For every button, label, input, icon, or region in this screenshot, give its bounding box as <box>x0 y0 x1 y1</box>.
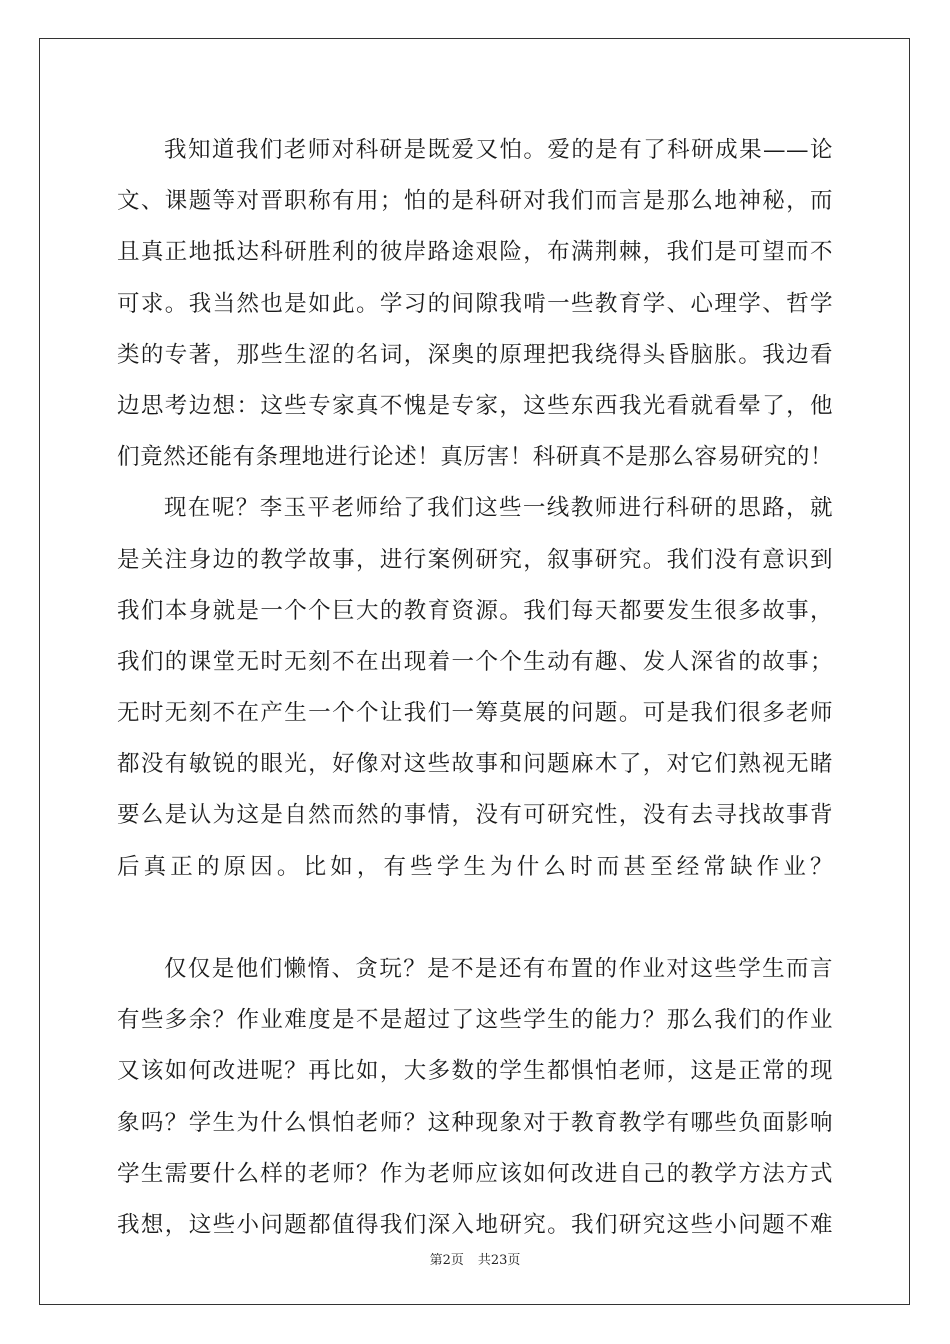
text-line: 又该如何改进呢？再比如，大多数的学生都惧怕老师，这是正常的现 <box>117 1058 833 1085</box>
text-line: 我们的课堂无时无刻不在出现着一个个生动有趣、发人深省的故事； <box>117 648 833 675</box>
text-line: 我们本身就是一个个巨大的教育资源。我们每天都要发生很多故事， <box>117 597 833 624</box>
text-line: 我知道我们老师对科研是既爱又怕。爱的是有了科研成果——论 <box>164 137 833 163</box>
text-line: 要么是认为这是自然而然的事情，没有可研究性，没有去寻找故事背 <box>117 802 833 829</box>
text-line: 现在呢？李玉平老师给了我们这些一线教师进行科研的思路，就 <box>164 495 833 522</box>
text-line: 文、课题等对晋职称有用；怕的是科研对我们而言是那么地神秘，而 <box>117 188 833 215</box>
text-line: 我想，这些小问题都值得我们深入地研究。我们研究这些小问题不难 <box>117 1211 833 1238</box>
text-line: 仅仅是他们懒惰、贪玩？是不是还有布置的作业对这些学生而言 <box>164 956 833 982</box>
text-line: 们竟然还能有条理地进行论述！真厉害！科研真不是那么容易研究的！ <box>117 444 833 471</box>
text-line: 都没有敏锐的眼光，好像对这些故事和问题麻木了，对它们熟视无睹 <box>117 751 833 778</box>
text-line: 是关注身边的教学故事，进行案例研究，叙事研究。我们没有意识到 <box>117 546 833 573</box>
page-footer <box>0 1249 950 1268</box>
text-line: 且真正地抵达科研胜利的彼岸路途艰险，布满荆棘，我们是可望而不 <box>117 239 833 266</box>
text-line: 无时无刻不在产生一个个让我们一筹莫展的问题。可是我们很多老师 <box>117 700 833 727</box>
total-pages: 共23页 <box>477 1253 521 1268</box>
text-line: 边思考边想：这些专家真不愧是专家，这些东西我光看就看晕了，他 <box>117 392 833 419</box>
document-body <box>117 125 833 1302</box>
text-line: 学生需要什么样的老师？作为老师应该如何改进自己的教学方法方式 <box>117 1160 833 1187</box>
text-line: 类的专著，那些生涩的名词，深奥的原理把我绕得头昏脑胀。我边看 <box>117 341 833 368</box>
text-line <box>117 893 833 944</box>
page-number: 第2页 <box>429 1253 464 1268</box>
text-line: 有些多余？作业难度是不是超过了这些学生的能力？那么我们的作业 <box>117 1007 833 1034</box>
text-line: 后真正的原因。比如，有些学生为什么时而甚至经常缺作业？ <box>117 853 833 880</box>
text-line: 可求。我当然也是如此。学习的间隙我啃一些教育学、心理学、哲学 <box>117 290 833 317</box>
text-line: 象吗？学生为什么惧怕老师？这种现象对于教育教学有哪些负面影响 <box>117 1109 833 1136</box>
